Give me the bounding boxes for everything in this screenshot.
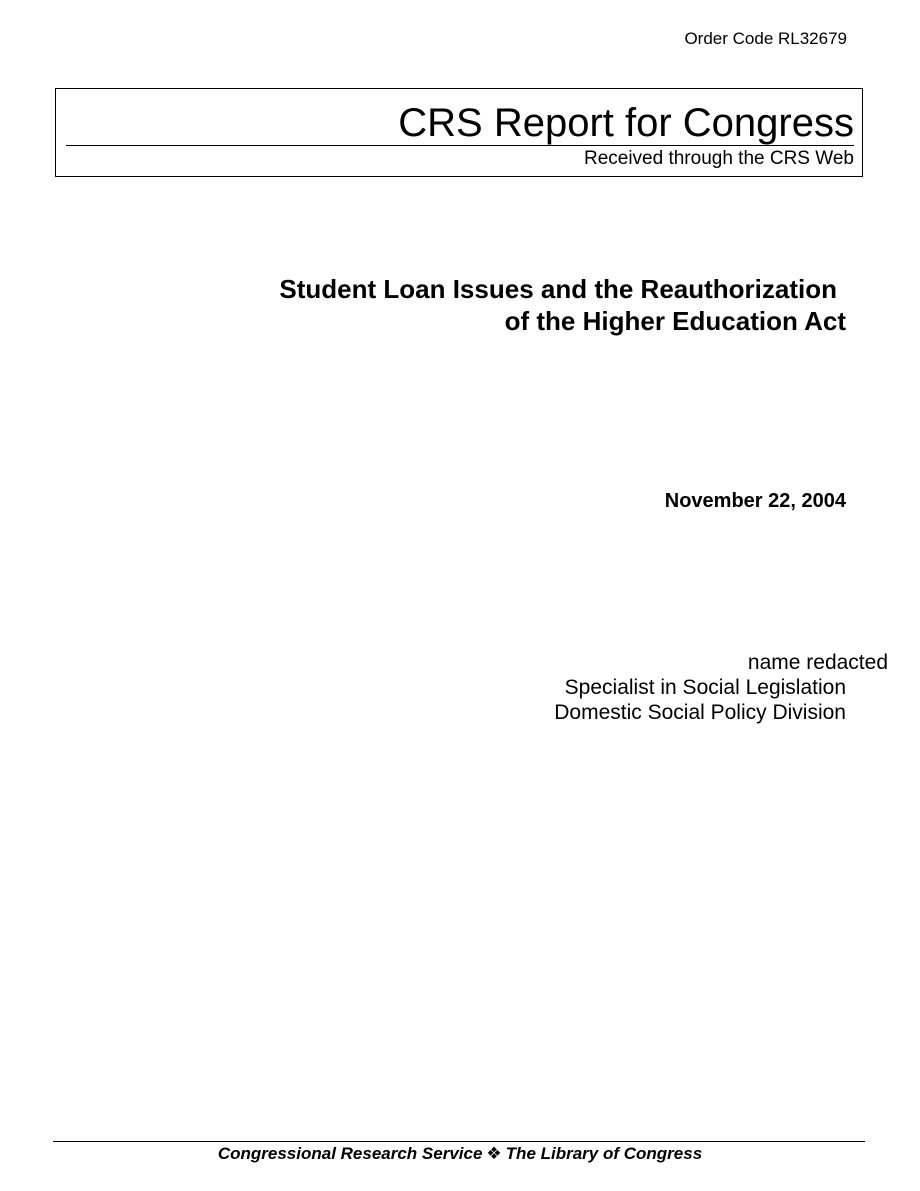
- footer-separator-icon: ❖: [486, 1144, 502, 1163]
- document-date: November 22, 2004: [664, 490, 846, 512]
- footer: [0, 1143, 920, 1165]
- header-divider: [66, 145, 854, 146]
- author-block: [554, 650, 888, 725]
- document-title-line-1: Student Loan Issues and the Reauthorization: [279, 274, 837, 304]
- report-title: CRS Report for Congress: [398, 101, 854, 145]
- report-header-box: [55, 88, 863, 177]
- report-subtitle: Received through the CRS Web: [583, 148, 854, 169]
- footer-organization: Congressional Research Service: [217, 1144, 483, 1163]
- author-name: name redacted: [747, 651, 888, 674]
- document-title: [279, 273, 846, 337]
- footer-library: The Library of Congress: [505, 1144, 703, 1163]
- author-division: Domestic Social Policy Division: [554, 701, 846, 724]
- author-position: Specialist in Social Legislation: [564, 676, 846, 699]
- footer-divider: [53, 1141, 865, 1142]
- document-title-line-2: of the Higher Education Act: [504, 306, 846, 336]
- order-code: Order Code RL32679: [684, 29, 847, 48]
